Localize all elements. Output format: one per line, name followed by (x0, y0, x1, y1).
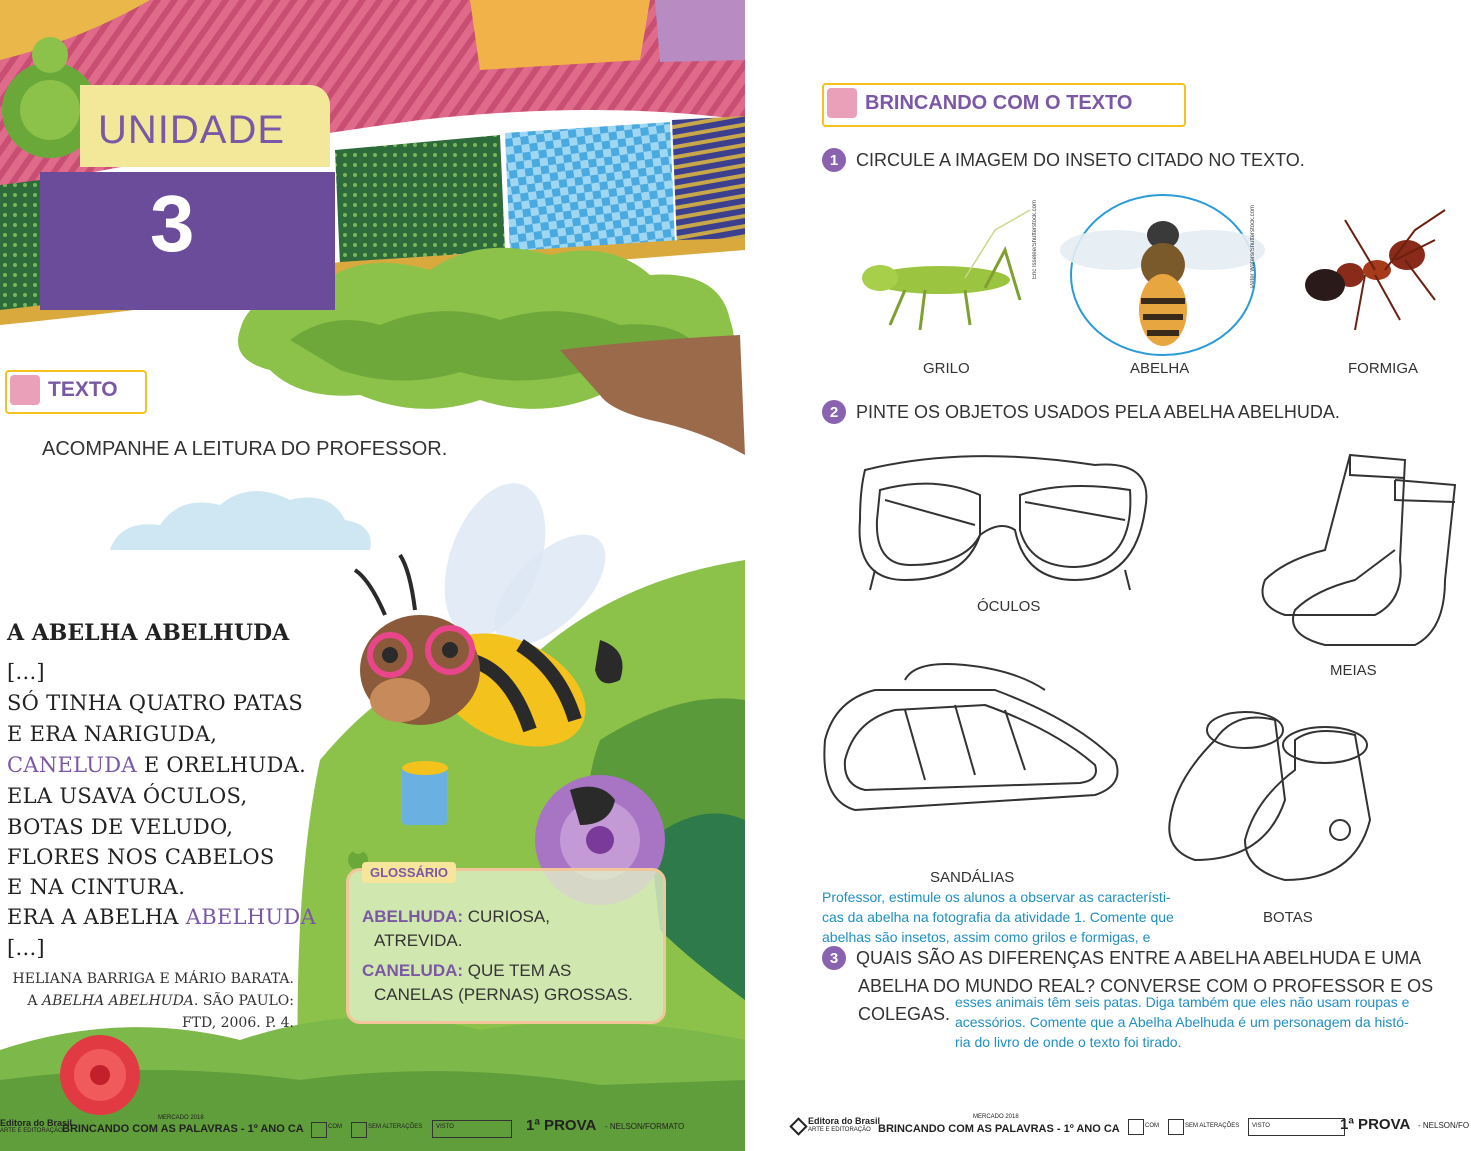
glossary-def-1a: CURIOSA, (463, 907, 550, 926)
right-page (745, 0, 1471, 1151)
poem-line-8 (7, 905, 316, 929)
object-label-botas: BOTAS (1263, 909, 1313, 926)
credit-pre: A (27, 993, 42, 1009)
footer-book: BRINCANDO COM AS PALAVRAS - 1º ANO CA (878, 1123, 1120, 1135)
photo-credit-1: Eric Isselee/Shutterstock.com (1032, 200, 1038, 280)
object-label-sandalias: SANDÁLIAS (930, 869, 1015, 886)
teacher-note-b-line-1: esses animais têm seis patas. Diga também que eles não usam roupas e (955, 994, 1410, 1010)
poem-line-3 (7, 753, 306, 777)
question-3-line-1: QUAIS SÃO AS DIFERENÇAS ENTRE A ABELHA ABELHUDA E UMA (856, 947, 1422, 968)
checkbox-sem[interactable] (1168, 1119, 1184, 1135)
bee-icon[interactable] (1060, 221, 1265, 346)
footer-prova: 1ª PROVA (526, 1117, 597, 1134)
photo-credit-2: Peter Waters/Shutterstock.com (1250, 205, 1256, 288)
poem-line-5: BOTAS DE VELUDO, (7, 815, 234, 839)
footer-mercado: MERCADO 2018 (158, 1115, 204, 1121)
credit-post: . SÃO PAULO: (193, 993, 294, 1009)
credit-line-2 (0, 990, 294, 1012)
footer-visto: VISTO (1252, 1123, 1270, 1129)
question-2 (822, 400, 1340, 424)
brincando-tag (827, 88, 1132, 118)
footer-who: - NELSON/FO (1418, 1121, 1470, 1130)
glossary-entry-2 (362, 959, 633, 983)
editora-logo-icon (789, 1117, 807, 1135)
teacher-note-b-line-3: ria do livro de onde o texto foi tirado. (955, 1034, 1182, 1050)
checkbox-com[interactable] (1128, 1119, 1144, 1135)
question-3-number: 3 (822, 946, 846, 970)
question-3 (822, 946, 1421, 970)
boots-icon[interactable] (1169, 712, 1370, 880)
poem-highlight-caneluda: CANELUDA (7, 753, 137, 777)
glossary-entries (362, 905, 633, 1007)
question-1 (822, 148, 1305, 172)
glossary-def-2b: CANELAS (PERNAS) GROSSAS. (374, 985, 633, 1004)
footer-brand: Editora do Brasil (808, 1116, 881, 1126)
ant-icon[interactable] (1305, 210, 1445, 330)
footer-brand-sub: ARTE E EDITORAÇÃO (808, 1127, 871, 1133)
teacher-note-a (822, 887, 1174, 947)
socks-icon[interactable] (1263, 455, 1456, 645)
glossary-def-1b: ATREVIDA. (374, 931, 463, 950)
glossary-title: GLOSSÁRIO (362, 862, 456, 883)
teacher-note-b-line-2: acessórios. Comente que a Abelha Abelhuda é um personagem da histó- (955, 1014, 1409, 1030)
credit-book-title: ABELHA ABELHUDA (41, 993, 194, 1009)
footer-book: BRINCANDO COM AS PALAVRAS - 1º ANO CA (62, 1123, 304, 1135)
footer-com: COM (328, 1124, 342, 1130)
teacher-note-b (955, 992, 1409, 1052)
footer-sem: SEM ALTERAÇÕES (1185, 1123, 1240, 1129)
question-3-line-3: COLEGAS. (858, 1004, 951, 1024)
question-1-text: CIRCULE A IMAGEM DO INSETO CITADO NO TEXTO. (856, 149, 1305, 170)
sandals-icon[interactable] (824, 664, 1117, 810)
footer-who: - NELSON/FORMATO (605, 1122, 685, 1131)
texto-tag-label: TEXTO (48, 378, 118, 401)
insect-label-formiga: FORMIGA (1348, 360, 1418, 377)
footer-visto: VISTO (436, 1124, 454, 1130)
poem-ellipsis-end: [...] (7, 936, 45, 960)
poem-line-1: SÓ TINHA QUATRO PATAS (7, 691, 304, 715)
right-footer (790, 1110, 1471, 1140)
poem-line-2: E ERA NARIGUDA, (7, 722, 218, 746)
texto-tag (10, 375, 118, 405)
poem-ellipsis-start: [...] (7, 660, 45, 684)
footer-mercado: MERCADO 2018 (973, 1114, 1019, 1120)
question-3-line-2: ABELHA DO MUNDO REAL? CONVERSE COM O PROFESSOR E OS (858, 976, 1434, 996)
poem-line-3-rest: E ORELHUDA. (136, 753, 307, 777)
object-label-meias: MEIAS (1330, 662, 1377, 679)
footer-brand: Editora do Brasil (0, 1118, 73, 1128)
glossary-entry-1 (362, 905, 633, 929)
insect-label-grilo: GRILO (923, 360, 970, 377)
glossary-def-2a: QUE TEM AS (463, 961, 572, 980)
brincando-tag-label: BRINCANDO COM O TEXTO (865, 91, 1133, 114)
teacher-note-a-line-3: abelhas são insetos, assim como grilos e formigas, e (822, 929, 1151, 945)
poem-credit (0, 968, 294, 1034)
teacher-note-a-line-1: Professor, estimule os alunos a observar as característi- (822, 889, 1171, 905)
document-icon (10, 375, 40, 405)
teacher-note-a-line-2: cas da abelha na fotografia da atividade 1. Comente que (822, 909, 1174, 925)
glossary-term-2: CANELUDA: (362, 961, 464, 980)
left-footer (0, 1110, 745, 1140)
unit-number: 3 (150, 179, 195, 268)
insect-label-abelha: ABELHA (1130, 360, 1190, 377)
checkbox-com[interactable] (311, 1122, 327, 1138)
footer-brand-sub: ARTE E EDITORAÇÃO (0, 1128, 63, 1134)
poem-line-8-start: ERA A ABELHA (7, 905, 186, 929)
glossary-term-1: ABELHUDA: (362, 907, 464, 926)
footer-sem: SEM ALTERAÇÕES (368, 1124, 423, 1130)
glasses-icon[interactable] (860, 456, 1147, 590)
question-2-number: 2 (822, 400, 846, 424)
unit-label: UNIDADE (98, 108, 286, 152)
poem-line-7: E NA CINTURA. (7, 875, 186, 899)
question-1-number: 1 (822, 148, 846, 172)
instruction: ACOMPANHE A LEITURA DO PROFESSOR. (42, 438, 448, 460)
grasshopper-icon[interactable] (862, 210, 1030, 330)
question-2-text: PINTE OS OBJETOS USADOS PELA ABELHA ABELHUDA. (856, 401, 1340, 422)
footer-com: COM (1145, 1123, 1159, 1129)
poem-line-4: ELA USAVA ÓCULOS, (7, 784, 248, 808)
poem-highlight-abelhuda: ABELHUDA (185, 905, 317, 929)
insect-images (845, 190, 1471, 360)
credit-line-3: FTD, 2006. P. 4. (181, 1015, 294, 1031)
poem-line-6: FLORES NOS CABELOS (7, 845, 275, 869)
poem-title: A ABELHA ABELHUDA (7, 620, 290, 646)
footer-prova: 1ª PROVA (1340, 1116, 1411, 1133)
smiley-document-icon (827, 88, 857, 118)
checkbox-sem[interactable] (351, 1122, 367, 1138)
credit-line-1: HELIANA BARRIGA E MÁRIO BARATA. (12, 971, 294, 987)
object-label-oculos: ÓCULOS (977, 598, 1041, 615)
